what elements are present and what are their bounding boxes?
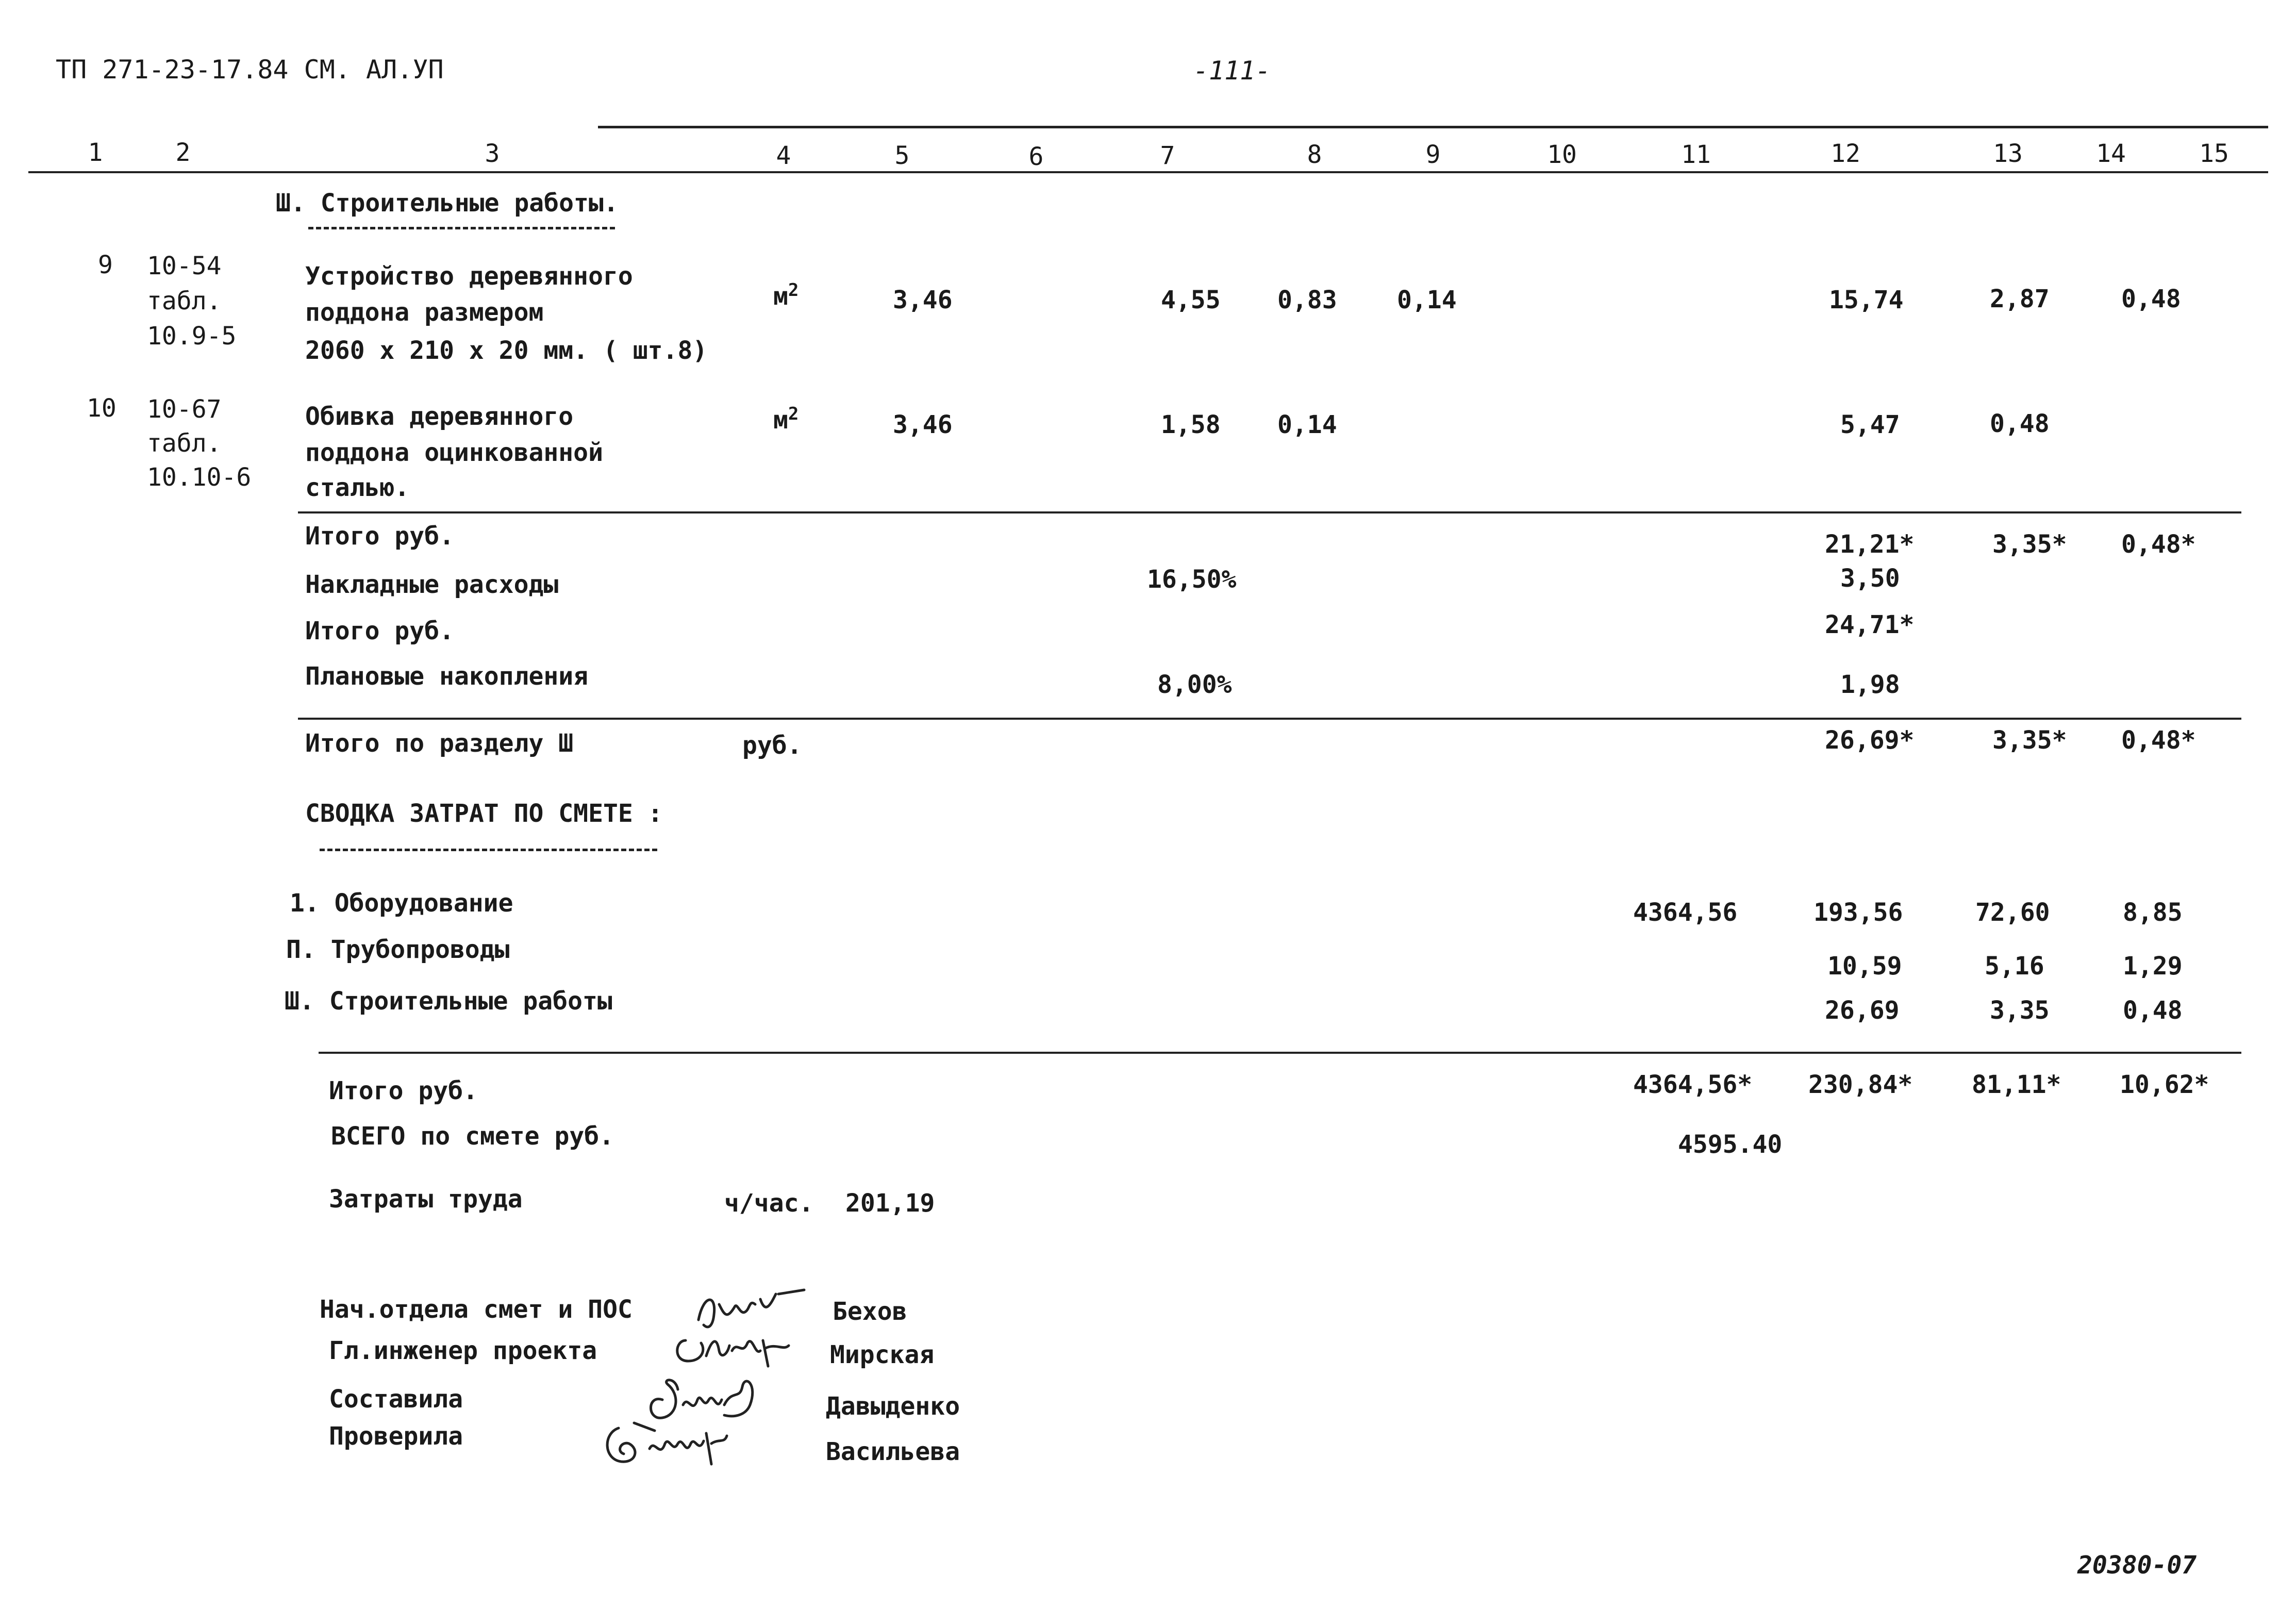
row-col8: 0,83: [1277, 286, 1337, 314]
summary-divider: [319, 1052, 2241, 1054]
total-col14: 0,48*: [2121, 530, 2196, 559]
row-col13: 0,48: [1990, 409, 2050, 438]
total-col12: 21,21*: [1825, 530, 1915, 559]
row-col12: 15,74: [1829, 286, 1904, 314]
col-15: 15: [2199, 139, 2229, 168]
header-bottom-rule: [28, 171, 2268, 173]
col-4: 4: [776, 141, 791, 170]
footer-code: 20380-07: [2077, 1551, 2197, 1580]
summary-item-col13: 72,60: [1975, 898, 2050, 927]
planned-savings-percent: 8,00%: [1157, 670, 1232, 699]
signature-name: Давыденко: [826, 1392, 960, 1421]
section-title: Ш. Строительные работы.: [276, 189, 619, 218]
row-col14: 0,48: [2121, 285, 2181, 313]
signature-name: Мирская: [830, 1340, 935, 1369]
labor-label: Затраты труда: [329, 1185, 523, 1214]
summary-item-col14: 0,48: [2123, 996, 2183, 1025]
grand-total-label: ВСЕГО по смете руб.: [331, 1122, 614, 1151]
row-code: табл.: [147, 287, 222, 316]
summary-total-col14: 10,62*: [2120, 1070, 2209, 1099]
total-col12: 24,71*: [1825, 610, 1915, 639]
col-10: 10: [1547, 140, 1577, 169]
summary-item-col12: 193,56: [1813, 898, 1903, 927]
row-description: 2060 х 210 х 20 мм. ( шт.8): [305, 336, 708, 365]
row-col8: 0,14: [1277, 410, 1337, 439]
summary-item-col13: 5,16: [1985, 952, 2044, 981]
row-number: 9: [98, 251, 113, 279]
overhead-col12: 3,50: [1840, 564, 1900, 593]
section-total-col13: 3,35*: [1992, 726, 2067, 755]
col-13: 13: [1993, 139, 2023, 168]
row-description: Устройство деревянного: [305, 262, 633, 291]
header-top-rule: [598, 126, 2268, 128]
col-8: 8: [1307, 140, 1322, 169]
rows-divider: [298, 511, 2241, 513]
summary-item-col14: 8,85: [2123, 898, 2183, 927]
row-quantity: 3,46: [893, 410, 953, 439]
planned-savings-col12: 1,98: [1840, 670, 1900, 699]
section-title-underline: [308, 227, 615, 229]
section-total-unit: руб.: [742, 731, 802, 760]
summary-item-col12: 10,59: [1827, 952, 1902, 981]
summary-item-col11: 4364,56: [1633, 898, 1738, 927]
total-col13: 3,35*: [1992, 530, 2067, 559]
col-3: 3: [485, 139, 500, 168]
summary-total-col12: 230,84*: [1808, 1070, 1913, 1099]
col-11: 11: [1681, 140, 1711, 169]
row-col13: 2,87: [1990, 285, 2050, 313]
row-col7: 1,58: [1161, 410, 1221, 439]
document-code: ТП 271-23-17.84 СМ. АЛ.УП: [56, 55, 444, 85]
total-label: Итого руб.: [305, 617, 454, 645]
summary-total-col11: 4364,56*: [1633, 1070, 1753, 1099]
row-col7: 4,55: [1161, 286, 1221, 314]
signature-role: Нач.отдела смет и ПОС: [320, 1295, 633, 1324]
overhead-percent: 16,50%: [1147, 565, 1237, 594]
grand-total-value: 4595.40: [1678, 1130, 1783, 1159]
row-code: табл.: [147, 429, 222, 458]
row-unit: $м^2$: [773, 404, 799, 435]
signature-role: Проверила: [329, 1422, 463, 1451]
row-number: 10: [87, 394, 117, 423]
row-description: Обивка деревянного: [305, 402, 574, 431]
col-9: 9: [1425, 140, 1441, 169]
col-14: 14: [2096, 139, 2126, 168]
overhead-label: Накладные расходы: [305, 570, 559, 599]
col-1: 1: [88, 138, 103, 167]
summary-title: СВОДКА ЗАТРАТ ПО СМЕТЕ :: [305, 799, 663, 828]
col-5: 5: [894, 141, 910, 170]
handwritten-signature: [593, 1413, 747, 1474]
row-unit: $м^2$: [773, 280, 799, 311]
page-number: -111-: [1193, 56, 1271, 86]
signature-name: Васильева: [826, 1437, 960, 1466]
summary-title-underline: [320, 849, 657, 851]
summary-total-label: Итого руб.: [329, 1076, 478, 1105]
totals-divider: [298, 718, 2241, 720]
col-12: 12: [1831, 139, 1860, 168]
row-description: сталью.: [305, 473, 410, 502]
signature-role: Гл.инженер проекта: [329, 1336, 597, 1365]
signature-role: Составила: [329, 1385, 463, 1414]
row-code: 10-67: [147, 395, 222, 424]
row-description: поддона размером: [305, 298, 544, 327]
section-total-col12: 26,69*: [1825, 726, 1915, 755]
summary-item-col14: 1,29: [2123, 952, 2183, 981]
col-7: 7: [1160, 141, 1175, 170]
handwritten-signature: [665, 1320, 799, 1377]
signature-name: Бехов: [833, 1297, 907, 1326]
section-total-col14: 0,48*: [2121, 726, 2196, 755]
row-col12: 5,47: [1840, 410, 1900, 439]
section-total-label: Итого по разделу Ш: [305, 729, 574, 758]
row-quantity: 3,46: [893, 286, 953, 314]
row-code: 10.9-5: [147, 322, 237, 351]
summary-item-col13: 3,35: [1990, 996, 2050, 1025]
summary-item-label: 1. Оборудование: [290, 889, 513, 918]
summary-item-col12: 26,69: [1825, 996, 1900, 1025]
labor-value: 201,19: [845, 1189, 935, 1218]
col-6: 6: [1028, 142, 1044, 171]
summary-item-label: П. Трубопроводы: [286, 935, 510, 964]
row-col9: 0,14: [1397, 286, 1457, 314]
summary-total-col13: 81,11*: [1972, 1070, 2061, 1099]
summary-item-label: Ш. Строительные работы: [285, 987, 612, 1016]
labor-unit: ч/час.: [724, 1189, 814, 1218]
total-label: Итого руб.: [305, 522, 454, 551]
col-2: 2: [175, 138, 191, 167]
row-code: 10.10-6: [147, 463, 252, 492]
planned-savings-label: Плановые накопления: [305, 662, 589, 691]
row-description: поддона оцинкованной: [305, 438, 603, 467]
row-code: 10-54: [147, 252, 222, 280]
